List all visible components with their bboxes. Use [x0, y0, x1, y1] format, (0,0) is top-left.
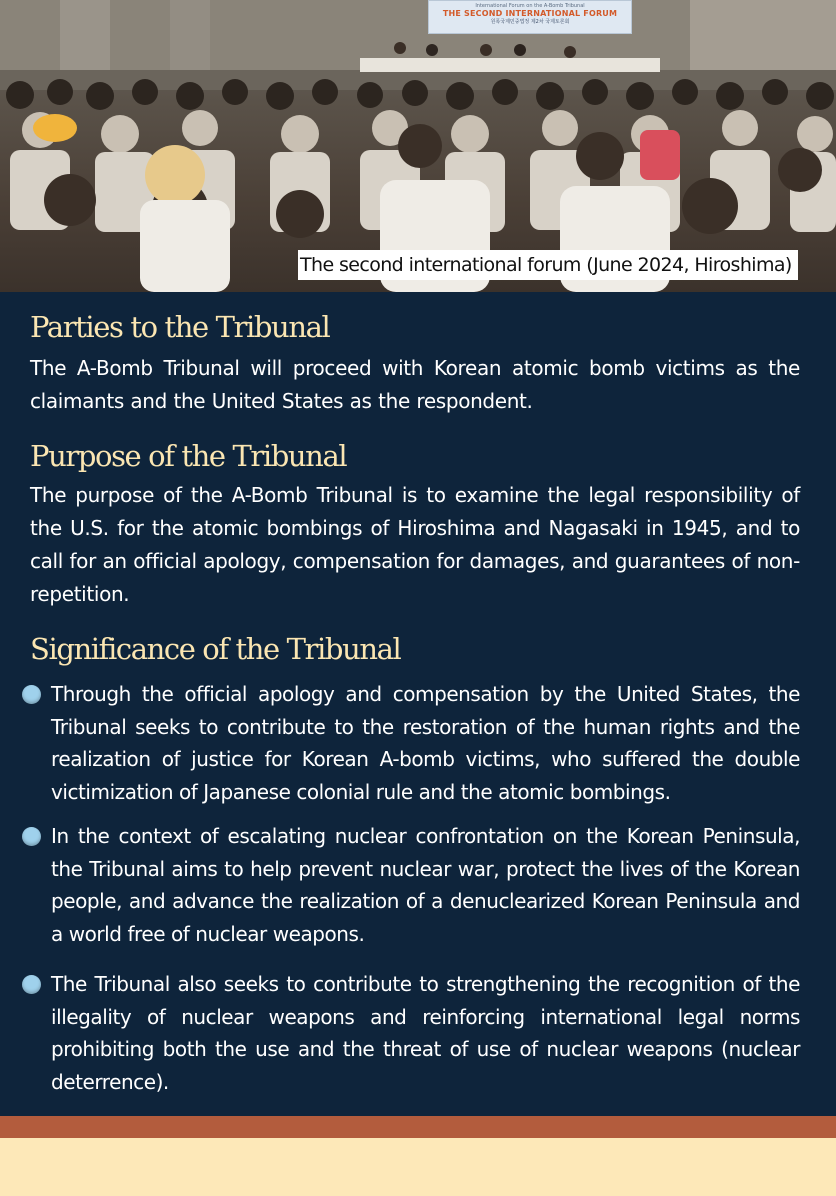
bullet-text: The Tribunal also seeks to contribute to strengthening the recognition of the illegality of nuclear weapons and reinforcing international legal norms prohibiting both the use and the threat of use of nuclear weapons (nuclear deterrence). — [51, 972, 800, 1094]
banner-line1: International Forum on the A-Bomb Tribunal — [475, 3, 585, 9]
footer-cream-band — [0, 1138, 836, 1196]
photo-caption: The second international forum (June 2024, Hiroshima) — [298, 250, 798, 280]
purpose-heading: Purpose of the Tribunal — [30, 439, 347, 473]
bullet-dot-icon — [22, 827, 41, 846]
banner-line3: 원폭국제민중법정 제2차 국제토론회 — [490, 19, 570, 25]
audience-illustration — [0, 0, 836, 292]
significance-heading: Significance of the Tribunal — [30, 632, 401, 666]
bullet-dot-icon — [22, 685, 41, 704]
bullet-text: Through the official apology and compensation by the United States, the Tribunal seeks to contribute to the restoration of the human rights and the realization of justice for Korean A-bomb victims, who suffered the double victimization of Japanese colonial rule and the atomic bombings. — [51, 682, 800, 804]
footer-rust-band — [0, 1116, 836, 1138]
bullet-dot-icon — [22, 975, 41, 994]
bullet-text: In the context of escalating nuclear confrontation on the Korean Peninsula, the Tribunal aims to help prevent nuclear war, protect the lives of the Korean people, and advance the realization of a denuclearized Korean Peninsula and a world free of nuclear weapons. — [51, 824, 800, 946]
content-panel — [0, 292, 836, 1116]
banner-title: THE SECOND INTERNATIONAL FORUM — [442, 9, 618, 18]
parties-body: The A-Bomb Tribunal will proceed with Korean atomic bomb victims as the claimants and the United States as the respondent. — [30, 356, 800, 413]
forum-photo — [0, 0, 836, 292]
parties-heading: Parties to the Tribunal — [30, 310, 330, 344]
forum-banner — [428, 0, 632, 34]
purpose-body: The purpose of the A-Bomb Tribunal is to examine the legal responsibility of the U.S. for the atomic bombings of Hiroshima and Nagasaki in 1945, and to call for an official apology, compensation for damages, and guarantees of non-repetition. — [30, 483, 800, 606]
